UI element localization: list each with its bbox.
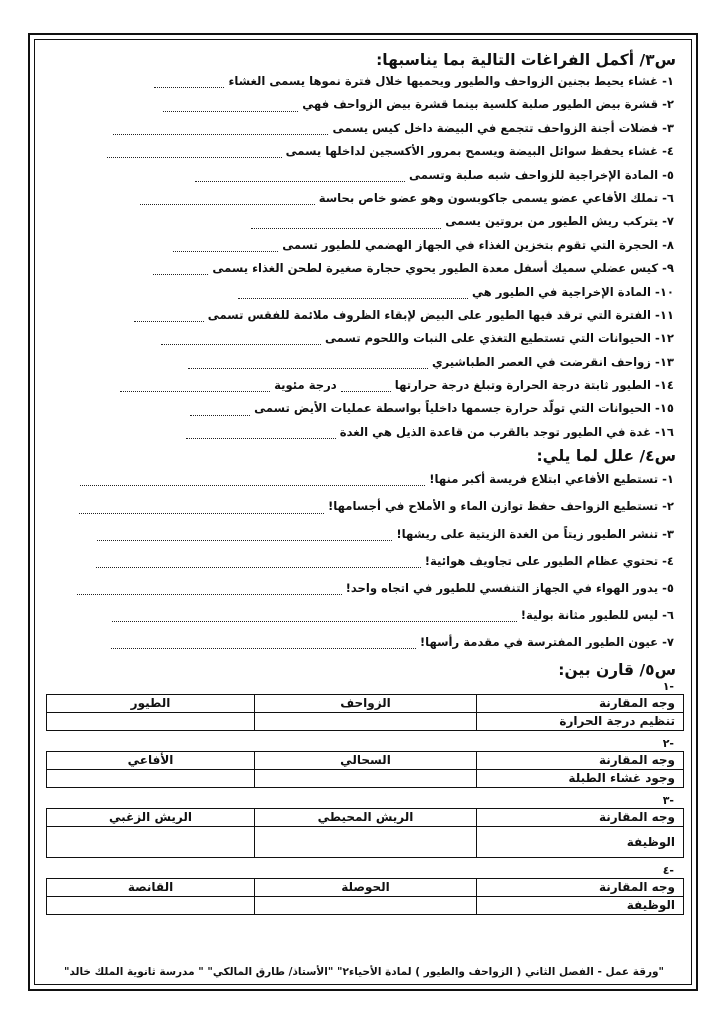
q3-item-7: ٧- يتركب ريش الطيور من بروتين يسمى (44, 210, 684, 233)
q3-item-10: ١٠- المادة الإخراجية في الطيور هي (44, 281, 684, 304)
q3-item-13: ١٣- زواحف انقرضت في العصر الطباشيري (44, 351, 684, 374)
compare-4-header-b: القانصة (47, 878, 255, 896)
q3-item-2: ٢- قشرة بيض الطيور صلبة كلسية بينما قشرة بيض الزواحف فهي (44, 93, 684, 116)
compare-table-4 (46, 878, 684, 915)
compare-2-row-aspect: وجود غشاء الطبلة (477, 769, 684, 787)
q4-item-7: ٧- عيون الطيور المفترسة في مقدمة رأسها! (44, 629, 684, 656)
q4-item-4: ٤- تحتوي عظام الطيور على تجاويف هوائية! (44, 548, 684, 575)
compare-4-cell-a (255, 896, 477, 914)
section-q4-heading: س٤/ علل لما يلي: (536, 447, 676, 466)
compare-table-2 (46, 751, 684, 788)
section-q3 (44, 50, 684, 444)
compare-4-row-aspect: الوظيفة (477, 896, 684, 914)
compare-table-3 (46, 808, 684, 858)
compare-2-header-a: السحالي (255, 751, 477, 769)
q3-item-14-suffix: درجة مئوية (274, 378, 337, 393)
q3-item-1: ١- غشاء يحيط بجنين الزواحف والطيور ويحميها خلال فترة نموها يسمى الغشاء (44, 70, 684, 93)
compare-4-header-aspect: وجه المقارنة (477, 878, 684, 896)
compare-3-header-a: الريش المحيطي (255, 808, 477, 826)
q4-item-1: ١- تستطيع الأفاعي ابتلاع فريسة أكبر منها! (44, 466, 684, 493)
compare-2-cell-a (255, 769, 477, 787)
compare-3-header-b: الريش الزغبي (47, 808, 255, 826)
section-q3-heading: س٣/ أكمل الفراغات التالية بما يناسبها: (376, 51, 676, 69)
q3-item-12: ١٢- الحيوانات التي تستطيع التغذي على النبات واللحوم تسمى (44, 327, 684, 350)
compare-1-cell-b (47, 712, 255, 730)
compare-3-cell-a (255, 826, 477, 857)
q4-item-6: ٦- ليس للطيور مثانة بولية! (44, 602, 684, 629)
compare-2-number: -٢ (662, 736, 674, 750)
q3-item-4: ٤- غشاء يحفظ سوائل البيضة ويسمح بمرور الأكسجين لداخلها يسمى (44, 140, 684, 163)
section-q5 (44, 660, 684, 915)
compare-1-row-aspect: تنظيم درجة الحرارة (477, 712, 684, 730)
q3-item-15: ١٥- الحيوانات التي تولّد حرارة جسمها داخلياً بواسطة عمليات الأيض تسمى (44, 397, 684, 420)
compare-1-header-a: الزواحف (255, 694, 477, 712)
compare-1-number: -١ (662, 679, 674, 693)
section-q4 (44, 446, 684, 656)
worksheet-footer: "ورقة عمل - الفصل الثاني ( الزواحف والطيور ) لمادة الأحياء٢" "الأستاذ/ طارق المالكي" " مدرسة ثانوية الملك خالد" (64, 966, 664, 978)
compare-2-header-b: الأفاعي (47, 751, 255, 769)
compare-2-header-aspect: وجه المقارنة (477, 751, 684, 769)
q3-item-6: ٦- تملك الأفاعي عضو يسمى جاكوبسون وهو عضو خاص بحاسة (44, 187, 684, 210)
compare-2-cell-b (47, 769, 255, 787)
q3-item-8: ٨- الحجرة التي تقوم بتخزين الغذاء في الجهاز الهضمي للطيور تسمى (44, 234, 684, 257)
q3-item-11: ١١- الفترة التي ترقد فيها الطيور على البيض لإبقاء الظروف ملائمة للفقس تسمى (44, 304, 684, 327)
compare-table-1 (46, 694, 684, 731)
compare-1-cell-a (255, 712, 477, 730)
compare-3-header-aspect: وجه المقارنة (477, 808, 684, 826)
q3-item-14: ١٤- الطيور ثابتة درجة الحرارة وتبلغ درجة حرارتها درجة مئوية (44, 374, 684, 397)
compare-1-header-aspect: وجه المقارنة (477, 694, 684, 712)
compare-3-row-aspect: الوظيفة (477, 826, 684, 857)
compare-4-header-a: الحوصلة (255, 878, 477, 896)
compare-1-header-b: الطيور (47, 694, 255, 712)
q4-item-5: ٥- يدور الهواء في الجهاز التنفسي للطيور في اتجاه واحد! (44, 575, 684, 602)
compare-4-cell-b (47, 896, 255, 914)
worksheet-content (44, 44, 684, 979)
section-q5-heading: س٥/ قارن بين: (558, 660, 676, 679)
q4-item-2: ٢- تستطيع الزواحف حفظ توازن الماء و الأملاح في أجسامها! (44, 493, 684, 520)
q3-item-9: ٩- كيس عضلي سميك أسفل معدة الطيور يحوي حجارة صغيرة لطحن الغذاء يسمى (44, 257, 684, 280)
q3-item-3: ٣- فضلات أجنة الزواحف تتجمع في البيضة داخل كيس يسمى (44, 117, 684, 140)
compare-3-number: -٣ (662, 793, 674, 807)
q4-item-3: ٣- تنشر الطيور زيتاً من الغدة الزيتية على ريشها! (44, 521, 684, 548)
compare-4-number: -٤ (662, 863, 674, 877)
q3-item-16: ١٦- غدة في الطيور توجد بالقرب من قاعدة الذيل هي الغدة (44, 421, 684, 444)
q3-item-5: ٥- المادة الإخراجية للزواحف شبه صلبة وتسمى (44, 164, 684, 187)
compare-3-cell-b (47, 826, 255, 857)
